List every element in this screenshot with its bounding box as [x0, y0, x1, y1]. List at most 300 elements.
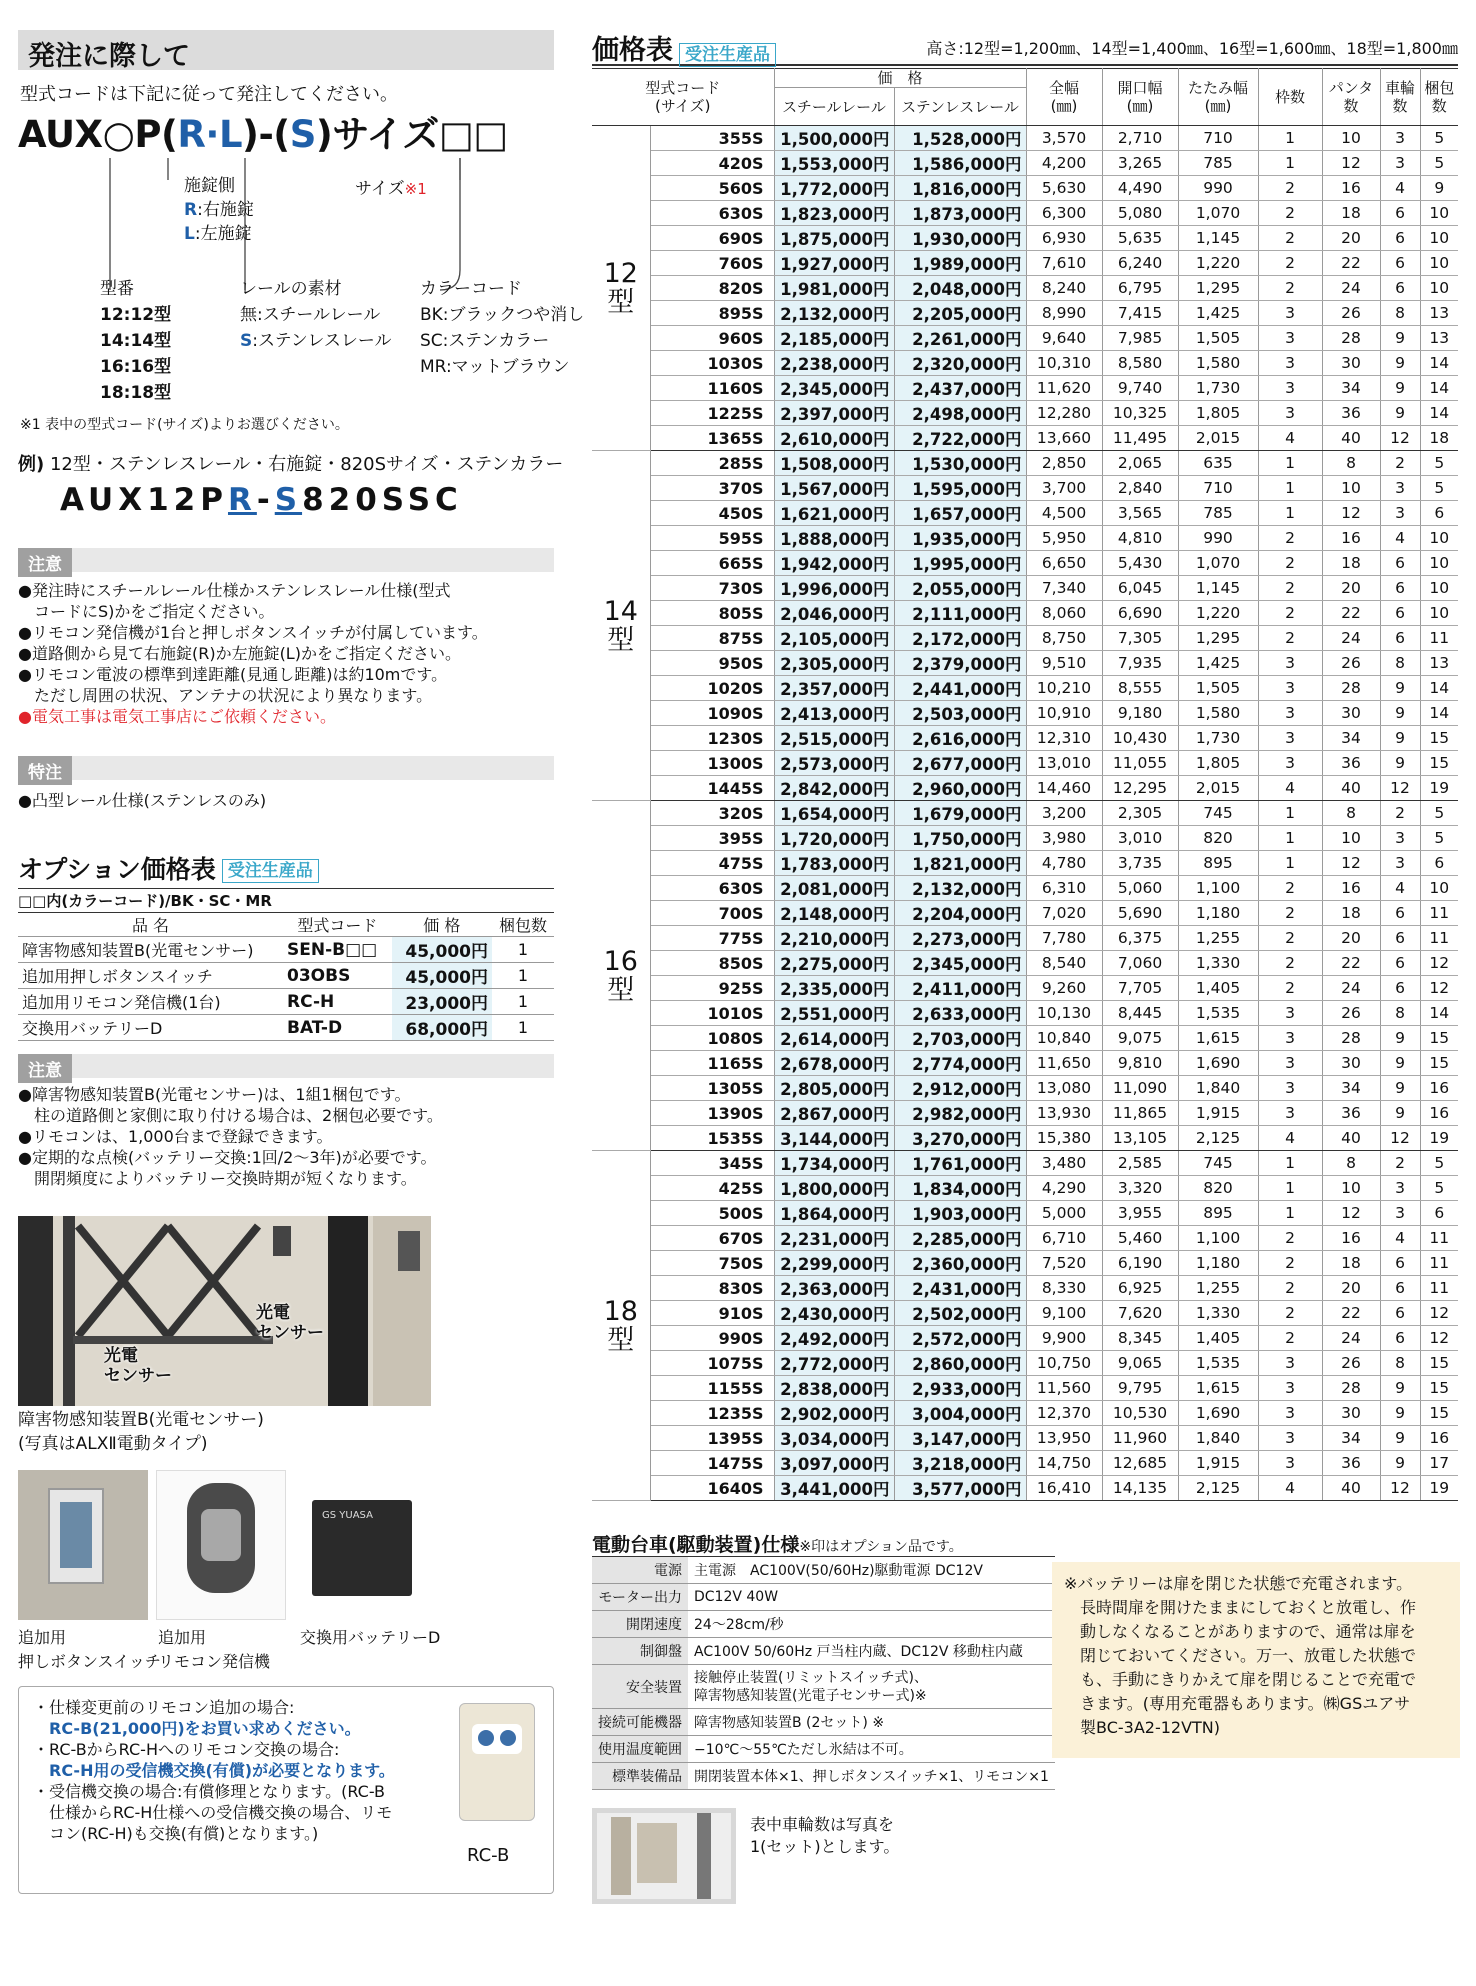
spec-value: −10℃〜55℃ただし氷結は不可。	[688, 1736, 1055, 1763]
spec-value: 13	[1420, 301, 1458, 326]
table-row	[592, 1557, 1055, 1584]
model-code: 665S	[650, 551, 774, 576]
spec-value: 15	[1420, 1026, 1458, 1051]
model-code: 730S	[650, 576, 774, 601]
table-row	[592, 1101, 1458, 1126]
remote-photo	[156, 1470, 286, 1620]
table-row	[592, 1376, 1458, 1401]
steel-price: 2,772,000円	[774, 1351, 894, 1376]
steel-price: 2,148,000円	[774, 901, 894, 926]
table-row	[592, 551, 1458, 576]
spec-value: 8,345	[1102, 1326, 1178, 1351]
spec-value: 6,375	[1102, 926, 1178, 951]
spec-value: 8	[1380, 651, 1420, 676]
table-row	[592, 726, 1458, 751]
steel-price: 2,335,000円	[774, 976, 894, 1001]
steel-price: 2,357,000円	[774, 676, 894, 701]
spec-value: 18	[1322, 1251, 1380, 1276]
steel-price: 1,720,000円	[774, 826, 894, 851]
spec-value: 5,460	[1102, 1226, 1178, 1251]
table-row: 交換用バッテリーD BAT-D 68,000円 1	[18, 1015, 554, 1041]
table-row	[592, 376, 1458, 401]
spec-value: 2	[1258, 1251, 1322, 1276]
spec-value: 14	[1420, 401, 1458, 426]
spec-value: 16	[1322, 526, 1380, 551]
stainless-price: 2,111,000円	[894, 601, 1026, 626]
stainless-price: 1,586,000円	[894, 151, 1026, 176]
steel-price: 2,842,000円	[774, 776, 894, 801]
spec-value: 5,630	[1026, 176, 1102, 201]
spec-value: 40	[1322, 776, 1380, 801]
spec-value: 1,255	[1178, 1276, 1258, 1301]
spec-value: 11,090	[1102, 1076, 1178, 1101]
model-code: 1475S	[650, 1451, 774, 1476]
spec-value: 12	[1322, 501, 1380, 526]
table-row	[592, 1226, 1458, 1251]
spec-value: 6,925	[1102, 1276, 1178, 1301]
spec-value: 1,580	[1178, 701, 1258, 726]
spec-value: 5	[1420, 151, 1458, 176]
spec-value: 9,100	[1026, 1301, 1102, 1326]
spec-value: 710	[1178, 126, 1258, 151]
spec-value: 15	[1420, 1051, 1458, 1076]
spec-value: 2	[1258, 901, 1322, 926]
spec-value: 4	[1258, 1126, 1322, 1151]
spec-value: 36	[1322, 401, 1380, 426]
model-code: 910S	[650, 1301, 774, 1326]
spec-value: 9	[1380, 1076, 1420, 1101]
battery-note: ※バッテリーは扉を閉じた状態で充電されます。 長時間扉を開けたままにしておくと放電し、作 動しなくなることがありますので、通常は扉を 閉じておいてください。万一、放電した状態で も、手動にきりかえて扉を閉じることで充電で きます。(専用充電器もあります。㈱GSユアサ 製BC-3A2-12VTN)	[1052, 1562, 1460, 1758]
spec-value: 3,010	[1102, 826, 1178, 851]
spec-value: 4,780	[1026, 851, 1102, 876]
stainless-price: 3,147,000円	[894, 1426, 1026, 1451]
spec-value: 7,020	[1026, 901, 1102, 926]
spec-value: 12	[1420, 976, 1458, 1001]
spec-value: 12	[1322, 1201, 1380, 1226]
spec-value: 5	[1420, 801, 1458, 826]
price-table: 型式コード (サイズ) 価 格 全幅 (㎜) 開口幅 (㎜) たたみ幅 (㎜) 枠数 パンタ 数 車輪 数 梱包 数 スチールレール ステンレスレール 12 型 355S 1,500,000円 1,528,000円 3,570 2,710 710 1 10 3 5 420S 1,553,000円 1,586,000円 4,200 3,265 785 1 12 3 5 560S 1,772,000円 1,816,000円 5,630 4,490 990 2 16 4 9 630S 1,823,000円 1,873,000円 6,300 5,080 1,070 2 18 6 10 690S 1,875,000円 1,930,000円 6,930 5,635 1,145 2 20 6 10 760S 1,927,000円 1,989,000円 7,610 6,240 1,220 2 22 6 10 820S 1,981,000円 2,048,000円 8,240 6,795 1,295 2 24 6 10 895S 2,132,000円 2,205,000円 8,990 7,415 1,425 3 26 8 13 960S 2,185,000円 2,261,000円 9,640 7,985 1,505 3 28 9 13 1030S 2,238,000円 2,320,000円 10,310 8,580 1,580 3 30 9 14 1160S 2,345,000円 2,437,000円 11,620 9,740 1,730 3 34 9 14 1225S 2,397,000円 2,498,000円 12,280 10,325 1,805 3 36 9 14 1365S 2,610,000円 2,722,000円 13,660 11,495 2,015 4 40 12 18 14 型 285S 1,508,000円 1,530,000円 2,850 2,065 635 1 8 2 5 370S 1,567,000円 1,595,000円 3,700 2,840 710 1 10 3 5 450S 1,621,000円 1,657,000円 4,500 3,565 785 1 12 3 6 595S 1,888,000円 1,935,000円 5,950 4,810 990 2 16 4 10 665S 1,942,000円 1,995,000円 6,650 5,430 1,070 2 18 6 10 730S 1,996,000円 2,055,000円 7,340 6,045 1,145 2 20 6 10 805S 2,046,000円 2,111,000円 8,060 6,690 1,220 2 22 6 10 875S 2,105,000円 2,172,000円 8,750 7,305 1,295 2 24 6 11 950S 2,305,000円 2,379,000円 9,510 7,935 1,425 3 26 8 13 1020S 2,357,000円 2,441,000円 10,210 8,555 1,505 3 28 9 14 1090S 2,413,000円 2,503,000円 10,910 9,180 1,580 3 30 9 14 1230S 2,515,000円 2,616,000円 12,310 10,430 1,730 3 34 9 15 1300S 2,573,000円 2,677,000円 13,010 11,055 1,805 3 36 9 15 1445S 2,842,000円 2,960,000円 14,460 12,295 2,015 4 40 12 19 16 型 320S 1,654,000円 1,679,000円 3,200 2,305 745 1 8 2 5 395S 1,720,000円 1,750,000円 3,980 3,010 820 1 10 3 5 475S 1,783,000円 1,821,000円 4,780 3,735 895 1 12 3 6 630S 2,081,000円 2,132,000円 6,310 5,060 1,100 2 16 4 10 700S 2,148,000円 2,204,000円 7,020 5,690 1,180 2 18 6 11 775S 2,210,000円 2,273,000円 7,780 6,375 1,255 2 20 6 11 850S 2,275,000円 2,345,000円 8,540 7,060 1,330 2 22 6 12 925S 2,335,000円 2,411,000円 9,260 7,705 1,405 2 24 6 12 1010S 2,551,000円 2,633,000円 10,130 8,445 1,535 3 26 8 14 1080S 2,614,000円 2,703,000円 10,840 9,075 1,615 3 28 9 15 1165S 2,678,000円 2,774,000円 11,650 9,810 1,690 3 30 9 15 1305S 2,805,000円 2,912,000円 13,080 11,090 1,840 3 34 9 16 1390S 2,867,000円 2,982,000円 13,930 11,865 1,915 3 36 9 16 1535S 3,144,000円 3,270,000円 15,380 13,105 2,125 4 40 12 19 18 型 345S 1,734,000円 1,761,000円 3,480 2,585 745 1 8 2 5 425S 1,800,000円 1,834,000円 4,290 3,320 820 1 10 3 5 500S 1,864,000円 1,903,000円 5,000 3,955 895 1 12 3 6 670S 2,231,000円 2,285,000円 6,710 5,460 1,100 2 16 4 11 750S 2,299,000円 2,360,000円 7,520 6,190 1,180 2 18 6 11 830S 2,363,000円 2,431,000円 8,330 6,925 1,255 2 20 6 11 910S 2,430,000円 2,502,000円 9,100 7,620 1,330 2 22 6 12 990S 2,492,000円 2,572,000円 9,900 8,345 1,405 2 24 6 12 1075S 2,772,000円 2,860,000円 10,750 9,065 1,535 3 26 8 15 1155S 2,838,000円 2,933,000円 11,560 9,795 1,615 3 28 9 15 1235S 2,902,000円 3,004,000円 12,370 10,530 1,690 3 30 9 15 1395S 3,034,000円 3,147,000円 13,950 11,960 1,840 3 34 9 16 1475S 3,097,000円 3,218,000円 14,750 12,685 1,915 3 36 9 17 1640S 3,441,000円 3,577,000円 16,410 14,135 2,125 4 40 12 19	[592, 68, 1458, 1501]
spec-value: 34	[1322, 376, 1380, 401]
spec-value: 15	[1420, 1376, 1458, 1401]
sensor-caption: 障害物感知装置B(光電センサー) (写真はALXⅡ電動タイプ)	[18, 1410, 264, 1454]
spec-value: 1	[1258, 1151, 1322, 1176]
model-legend: 型番 12:12型 14:14型 16:16型 18:18型	[100, 279, 172, 403]
steel-price: 2,397,000円	[774, 401, 894, 426]
steel-price: 3,441,000円	[774, 1476, 894, 1501]
spec-value: 990	[1178, 526, 1258, 551]
spec-value: 15	[1420, 751, 1458, 776]
model-code: 775S	[650, 926, 774, 951]
model-code: 595S	[650, 526, 774, 551]
rcb-label: RC-B	[467, 1845, 510, 1866]
steel-price: 2,210,000円	[774, 926, 894, 951]
spec-value: 1,180	[1178, 1251, 1258, 1276]
order-intro: 型式コードは下記に従って発注してください。	[20, 84, 398, 105]
stainless-price: 3,004,000円	[894, 1401, 1026, 1426]
table-row	[592, 1451, 1458, 1476]
model-code: 1160S	[650, 376, 774, 401]
steel-price: 1,800,000円	[774, 1176, 894, 1201]
spec-value: 12	[1380, 1126, 1420, 1151]
model-code: 950S	[650, 651, 774, 676]
spec-value: 11,495	[1102, 426, 1178, 451]
model-code: 670S	[650, 1226, 774, 1251]
stainless-price: 1,935,000円	[894, 526, 1026, 551]
spec-value: 4,490	[1102, 176, 1178, 201]
spec-value: 6	[1380, 201, 1420, 226]
spec-value: 3	[1258, 1101, 1322, 1126]
spec-value: 2,840	[1102, 476, 1178, 501]
spec-value: 1,840	[1178, 1426, 1258, 1451]
spec-value: 20	[1322, 1276, 1380, 1301]
model-code: 630S	[650, 201, 774, 226]
spec-value: 8,990	[1026, 301, 1102, 326]
spec-value: 10,325	[1102, 401, 1178, 426]
spec-value: 710	[1178, 476, 1258, 501]
spec-value: 28	[1322, 676, 1380, 701]
steel-price: 2,678,000円	[774, 1051, 894, 1076]
spec-value: 8,580	[1102, 351, 1178, 376]
spec-value: 5,080	[1102, 201, 1178, 226]
spec-value: 6,310	[1026, 876, 1102, 901]
spec-value: 3	[1258, 726, 1322, 751]
spec-value: 接触停止装置(リミットスイッチ式)、 障害物感知装置(光電子センサー式)※	[688, 1665, 1055, 1709]
steel-price: 1,927,000円	[774, 251, 894, 276]
spec-value: 10,430	[1102, 726, 1178, 751]
spec-value: 10,840	[1026, 1026, 1102, 1051]
spec-value: 14,135	[1102, 1476, 1178, 1501]
table-row	[592, 901, 1458, 926]
spec-value: 9	[1380, 1451, 1420, 1476]
spec-value: 26	[1322, 301, 1380, 326]
spec-label: 電源	[592, 1557, 688, 1584]
spec-value: 3,480	[1026, 1151, 1102, 1176]
table-row	[592, 1201, 1458, 1226]
spec-value: DC12V 40W	[688, 1584, 1055, 1611]
stainless-price: 2,860,000円	[894, 1351, 1026, 1376]
spec-value: 10	[1322, 126, 1380, 151]
spec-value: 2,125	[1178, 1476, 1258, 1501]
stainless-price: 2,437,000円	[894, 376, 1026, 401]
spec-value: 745	[1178, 801, 1258, 826]
model-code: 875S	[650, 626, 774, 651]
spec-value: 4	[1380, 876, 1420, 901]
spec-value: 18	[1322, 901, 1380, 926]
steel-price: 2,185,000円	[774, 326, 894, 351]
model-code: 500S	[650, 1201, 774, 1226]
steel-price: 1,981,000円	[774, 276, 894, 301]
spec-value: 5,635	[1102, 226, 1178, 251]
spec-value: 4	[1380, 176, 1420, 201]
spec-value: 1	[1258, 851, 1322, 876]
model-code: 1155S	[650, 1376, 774, 1401]
spec-value: 1	[1258, 801, 1322, 826]
steel-price: 1,875,000円	[774, 226, 894, 251]
model-code: 820S	[650, 276, 774, 301]
spec-value: 16,410	[1026, 1476, 1102, 1501]
spec-value: 2	[1258, 551, 1322, 576]
table-row	[592, 1476, 1458, 1501]
spec-value: 11,865	[1102, 1101, 1178, 1126]
spec-value: 9,810	[1102, 1051, 1178, 1076]
spec-value: 3,570	[1026, 126, 1102, 151]
spec-value: 7,520	[1026, 1251, 1102, 1276]
table-row	[592, 1763, 1055, 1790]
spec-value: 主電源 AC100V(50/60Hz)駆動電源 DC12V	[688, 1557, 1055, 1584]
table-row	[592, 651, 1458, 676]
sensor-label-right: 光電 センサー	[256, 1303, 324, 1343]
steel-price: 2,492,000円	[774, 1326, 894, 1351]
spec-value: 9,795	[1102, 1376, 1178, 1401]
spec-value: 2	[1258, 1276, 1322, 1301]
spec-value: 10,210	[1026, 676, 1102, 701]
spec-value: 13,080	[1026, 1076, 1102, 1101]
spec-value: 9,900	[1026, 1326, 1102, 1351]
size-group-label: 12 型	[592, 126, 650, 451]
spec-value: 26	[1322, 1001, 1380, 1026]
spec-value: 1	[1258, 826, 1322, 851]
spec-value: 1,730	[1178, 376, 1258, 401]
model-code: 630S	[650, 876, 774, 901]
stainless-price: 1,995,000円	[894, 551, 1026, 576]
spec-value: 990	[1178, 176, 1258, 201]
spec-value: 1,295	[1178, 276, 1258, 301]
spec-value: 1,255	[1178, 926, 1258, 951]
height-note: 高さ:12型=1,200㎜、14型=1,400㎜、16型=1,600㎜、18型=1,800㎜	[926, 39, 1458, 58]
spec-label: 接続可能機器	[592, 1709, 688, 1736]
table-row	[592, 401, 1458, 426]
spec-value: 12	[1420, 951, 1458, 976]
spec-value: 16	[1420, 1426, 1458, 1451]
steel-price: 3,097,000円	[774, 1451, 894, 1476]
spec-value: 11	[1420, 926, 1458, 951]
model-code: 1080S	[650, 1026, 774, 1051]
spec-value: 7,060	[1102, 951, 1178, 976]
spec-value: 9	[1380, 701, 1420, 726]
spec-value: 13	[1420, 651, 1458, 676]
size-legend: サイズ※1	[355, 179, 427, 199]
spec-value: 14	[1420, 351, 1458, 376]
table-row	[592, 926, 1458, 951]
spec-value: 6,240	[1102, 251, 1178, 276]
spec-value: 6	[1380, 276, 1420, 301]
spec-value: 18	[1322, 201, 1380, 226]
stainless-price: 2,703,000円	[894, 1026, 1026, 1051]
spec-value: 10	[1322, 476, 1380, 501]
table-row	[592, 976, 1458, 1001]
spec-value: 14	[1420, 1001, 1458, 1026]
battery-caption: 交換用バッテリーD	[300, 1628, 441, 1647]
spec-value: 9	[1380, 726, 1420, 751]
spec-value: 10	[1420, 876, 1458, 901]
spec-value: 10	[1420, 526, 1458, 551]
stainless-price: 2,204,000円	[894, 901, 1026, 926]
spec-value: 1,070	[1178, 551, 1258, 576]
steel-price: 2,430,000円	[774, 1301, 894, 1326]
spec-value: 20	[1322, 226, 1380, 251]
options-table: 品 名 型式コード 価 格 梱包数 障害物感知装置B(光電センサー) SEN-B□□ 45,000円 1 追加用押しボタンスイッチ 03OBS 45,000円 1 追加用リモコン発信機(1台) RC-H 23,000円 1 交換用バッテリーD BAT-D 68,000円 1	[18, 912, 554, 1041]
spec-value: 10	[1322, 1176, 1380, 1201]
spec-value: 3,980	[1026, 826, 1102, 851]
spec-value: 10,130	[1026, 1001, 1102, 1026]
spec-value: 2	[1258, 951, 1322, 976]
wheel-note: 表中車輪数は写真を 1(セット)とします。	[750, 1815, 900, 1856]
model-code: 425S	[650, 1176, 774, 1201]
table-row	[592, 876, 1458, 901]
model-code: 1390S	[650, 1101, 774, 1126]
spec-value: 3	[1258, 376, 1322, 401]
order-title: 発注に際して	[28, 41, 190, 72]
spec-value: 1,505	[1178, 326, 1258, 351]
spec-value: 9	[1380, 751, 1420, 776]
table-row	[592, 201, 1458, 226]
steel-price: 1,823,000円	[774, 201, 894, 226]
spec-value: 1,535	[1178, 1351, 1258, 1376]
spec-value: 6	[1380, 601, 1420, 626]
sensor-label-left: 光電 センサー	[104, 1346, 172, 1386]
spec-value: 1,100	[1178, 876, 1258, 901]
spec-value: 1,145	[1178, 226, 1258, 251]
spec-value: 2	[1258, 1326, 1322, 1351]
spec-value: 9	[1380, 1026, 1420, 1051]
stainless-price: 2,774,000円	[894, 1051, 1026, 1076]
spec-value: 8	[1322, 1151, 1380, 1176]
spec-value: 3,565	[1102, 501, 1178, 526]
stainless-price: 2,633,000円	[894, 1001, 1026, 1026]
spec-value: 12,370	[1026, 1401, 1102, 1426]
spec-value: 3,320	[1102, 1176, 1178, 1201]
spec-value: 9,740	[1102, 376, 1178, 401]
steel-price: 2,305,000円	[774, 651, 894, 676]
spec-value: 3	[1380, 1201, 1420, 1226]
spec-value: 5	[1420, 826, 1458, 851]
model-code: 1165S	[650, 1051, 774, 1076]
spec-value: 8	[1380, 301, 1420, 326]
spec-value: 6	[1380, 901, 1420, 926]
spec-value: 2,015	[1178, 776, 1258, 801]
spec-value: 16	[1420, 1101, 1458, 1126]
stainless-price: 3,270,000円	[894, 1126, 1026, 1151]
spec-value: 8	[1322, 801, 1380, 826]
table-row	[592, 526, 1458, 551]
spec-value: 10	[1420, 226, 1458, 251]
steel-price: 2,902,000円	[774, 1401, 894, 1426]
model-code: 320S	[650, 801, 774, 826]
stainless-price: 2,677,000円	[894, 751, 1026, 776]
table-row	[592, 1276, 1458, 1301]
spec-value: 6	[1380, 576, 1420, 601]
spec-value: 745	[1178, 1151, 1258, 1176]
spec-value: 9,075	[1102, 1026, 1178, 1051]
spec-value: 2	[1258, 976, 1322, 1001]
spec-value: 3	[1258, 651, 1322, 676]
steel-price: 2,238,000円	[774, 351, 894, 376]
spec-value: 11,560	[1026, 1376, 1102, 1401]
spec-value: 5	[1420, 476, 1458, 501]
spec-value: 3,265	[1102, 151, 1178, 176]
spec-value: 16	[1322, 876, 1380, 901]
model-code: 1075S	[650, 1351, 774, 1376]
spec-value: 2	[1258, 176, 1322, 201]
spec-value: 3	[1258, 1376, 1322, 1401]
table-row	[592, 1736, 1055, 1763]
spec-value: 7,985	[1102, 326, 1178, 351]
spec-value: 9	[1380, 1376, 1420, 1401]
spec-label: モーター出力	[592, 1584, 688, 1611]
spec-value: 6,710	[1026, 1226, 1102, 1251]
spec-value: 6	[1380, 1251, 1420, 1276]
spec-value: 1,580	[1178, 351, 1258, 376]
spec-value: 11,960	[1102, 1426, 1178, 1451]
spec-value: 10,310	[1026, 351, 1102, 376]
spec-value: 10	[1420, 576, 1458, 601]
spec-value: 9,510	[1026, 651, 1102, 676]
spec-value: 11	[1420, 1276, 1458, 1301]
table-row	[592, 751, 1458, 776]
stainless-price: 1,834,000円	[894, 1176, 1026, 1201]
spec-value: 20	[1322, 576, 1380, 601]
spec-value: 6	[1380, 1301, 1420, 1326]
table-row	[592, 251, 1458, 276]
spec-value: 4,200	[1026, 151, 1102, 176]
table-row	[592, 326, 1458, 351]
spec-label: 安全装置	[592, 1665, 688, 1709]
spec-value: 2	[1258, 626, 1322, 651]
steel-price: 1,734,000円	[774, 1151, 894, 1176]
spec-value: 6,045	[1102, 576, 1178, 601]
model-code: 1235S	[650, 1401, 774, 1426]
spec-value: 6,190	[1102, 1251, 1178, 1276]
spec-value: 10	[1420, 601, 1458, 626]
color-legend: カラーコード BK:ブラックつや消し SC:ステンカラー MR:マットブラウン	[420, 279, 585, 377]
spec-value: 10	[1420, 276, 1458, 301]
spec-value: 11	[1420, 1251, 1458, 1276]
wheel-photo	[592, 1808, 736, 1904]
table-row	[592, 676, 1458, 701]
spec-value: 8	[1380, 1351, 1420, 1376]
steel-price: 2,363,000円	[774, 1276, 894, 1301]
stainless-price: 2,498,000円	[894, 401, 1026, 426]
steel-price: 2,838,000円	[774, 1376, 894, 1401]
spec-value: 2,710	[1102, 126, 1178, 151]
spec-value: 3	[1258, 326, 1322, 351]
stainless-price: 1,679,000円	[894, 801, 1026, 826]
spec-value: 24	[1322, 976, 1380, 1001]
stainless-price: 2,502,000円	[894, 1301, 1026, 1326]
spec-value: 1,425	[1178, 301, 1258, 326]
spec-value: 5,060	[1102, 876, 1178, 901]
spec-value: 11	[1420, 901, 1458, 926]
example-line: 例) 12型・ステンレスレール・右施錠・820Sサイズ・ステンカラー	[18, 454, 564, 475]
spec-value: 2	[1258, 526, 1322, 551]
spec-value: 5,690	[1102, 901, 1178, 926]
spec-value: 2,125	[1178, 1126, 1258, 1151]
table-row	[592, 1426, 1458, 1451]
spec-value: 16	[1322, 176, 1380, 201]
spec-value: 1	[1258, 501, 1322, 526]
spec-value: 3	[1258, 1351, 1322, 1376]
steel-price: 2,610,000円	[774, 426, 894, 451]
spec-value: 3,735	[1102, 851, 1178, 876]
model-code: 690S	[650, 226, 774, 251]
spec-value: 14,750	[1026, 1451, 1102, 1476]
stainless-price: 2,933,000円	[894, 1376, 1026, 1401]
steel-price: 2,551,000円	[774, 1001, 894, 1026]
table-row	[592, 1709, 1055, 1736]
stainless-price: 1,873,000円	[894, 201, 1026, 226]
stainless-price: 1,821,000円	[894, 851, 1026, 876]
spec-value: 3	[1258, 1401, 1322, 1426]
